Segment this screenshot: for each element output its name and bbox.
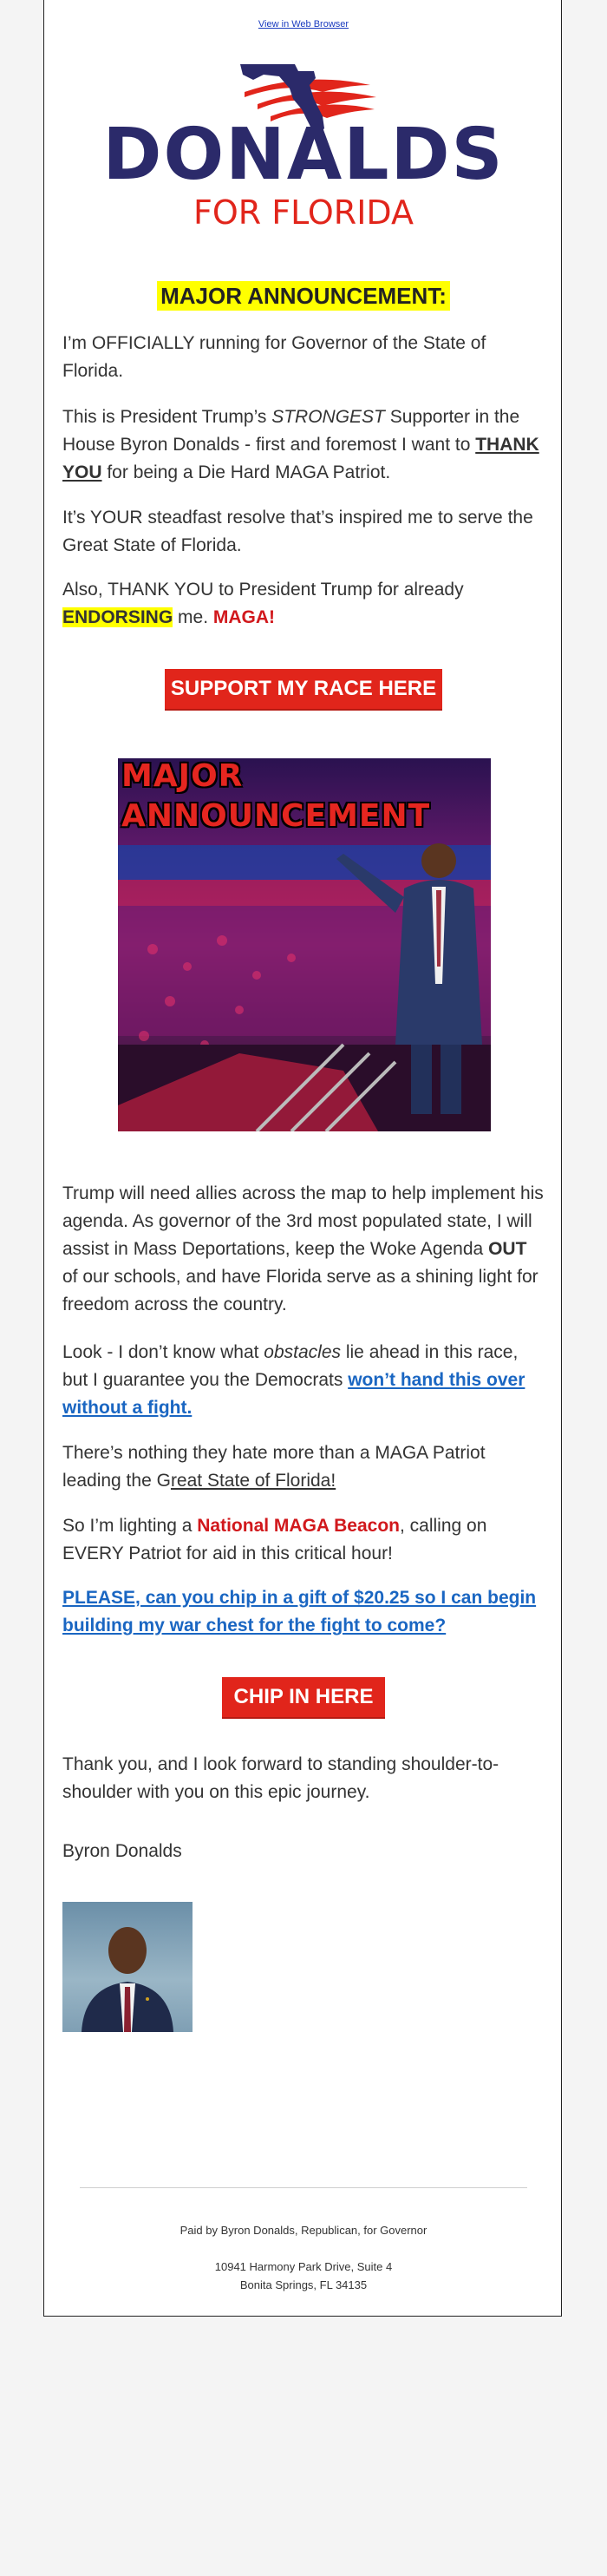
campaign-logo (62, 59, 545, 241)
view-in-browser-link[interactable]: View in Web Browser (258, 19, 349, 29)
body-paragraph-4 (62, 1512, 545, 1568)
text-span: Trump will need allies across the map to help implement his agenda. As governor of the 3rd most populated state, I will assist in Mass Deportations, keep the Woke Agenda (62, 1183, 544, 1259)
body-paragraph-5 (62, 1584, 545, 1640)
emphasis-text: obstacles (264, 1342, 342, 1362)
text-span: , calling on EVERY Patriot for aid in this critical hour! (62, 1516, 487, 1563)
florida-flag-logo-icon (62, 59, 545, 241)
footer-divider (80, 2187, 527, 2188)
emphasis-text: STRONGEST (271, 407, 385, 427)
signature: Byron Donalds (62, 1841, 182, 1861)
view-in-browser (62, 19, 545, 29)
text-span: lie ahead in this race, but I guarantee you the Democrats (62, 1342, 519, 1390)
text-span: Also, THANK YOU to President Trump for already (62, 580, 464, 600)
intro-paragraph-4 (62, 576, 545, 632)
hero-title-line-2: ANNOUNCEMENT (121, 798, 431, 834)
endorsing-highlight: ENDORSING (62, 607, 173, 627)
body-paragraph-3 (62, 1439, 545, 1495)
announcement-text: MAJOR ANNOUNCEMENT: (157, 281, 450, 311)
logo-name-text: DONALDS (102, 114, 505, 196)
intro-paragraph-1: I’m OFFICIALLY running for Governor of the State of Florida. (62, 333, 486, 381)
text-span: There’s nothing they hate more than a MAGA Patriot leading the G (62, 1443, 486, 1491)
text-span: for being a Die Hard MAGA Patriot. (101, 462, 391, 482)
intro-paragraph-2 (62, 403, 545, 487)
paid-by-disclaimer: Paid by Byron Donalds, Republican, for Governor (179, 2224, 428, 2237)
chip-in-button[interactable]: CHIP IN HERE (222, 1677, 385, 1719)
body-paragraph-1 (62, 1180, 545, 1319)
body-paragraph-2 (62, 1339, 545, 1422)
support-my-race-button[interactable]: SUPPORT MY RACE HERE (165, 669, 442, 711)
byron-donalds-portrait (62, 1902, 193, 2032)
text-span: This is President Trump’s (62, 407, 272, 427)
wont-hand-over-link[interactable]: won’t hand this over without a fight. (62, 1370, 525, 1418)
text-span: Supporter in the House Byron Donalds - first and foremost I want to (62, 407, 520, 455)
logo-tagline-text: FOR FLORIDA (193, 193, 414, 232)
out-text: OUT (488, 1239, 527, 1259)
maga-text: MAGA! (212, 607, 276, 627)
thank-you-text: THANK YOU (62, 435, 539, 482)
email-container (43, 0, 562, 2317)
intro-paragraph-3: It’s YOUR steadfast resolve that’s inspired me to serve the Great State of Florida. (62, 508, 533, 555)
announcement-heading (62, 283, 545, 310)
underlined-text: reat State of Florida! (170, 1471, 336, 1491)
address-line-2: Bonita Springs, FL 34135 (239, 2278, 368, 2291)
portrait-illustration (62, 1902, 193, 2032)
text-span: me. (173, 607, 213, 627)
closing-paragraph: Thank you, and I look forward to standing shoulder-to-shoulder with you on this epic journey. (62, 1754, 499, 1802)
chip-in-gift-link[interactable]: PLEASE, can you chip in a gift of $20.25 so I can begin building my war chest for the fight to come? (62, 1588, 537, 1635)
maga-beacon-text: National MAGA Beacon (197, 1516, 400, 1536)
text-span: Look - I don’t know what (62, 1342, 264, 1362)
address-line-1: 10941 Harmony Park Drive, Suite 4 (214, 2260, 393, 2273)
text-span: So I’m lighting a (62, 1516, 198, 1536)
text-span: of our schools, and have Florida serve as a shining light for freedom across the country. (62, 1267, 538, 1314)
major-announcement-image[interactable] (118, 758, 491, 1131)
hero-title-line-1: MAJOR (121, 758, 244, 794)
